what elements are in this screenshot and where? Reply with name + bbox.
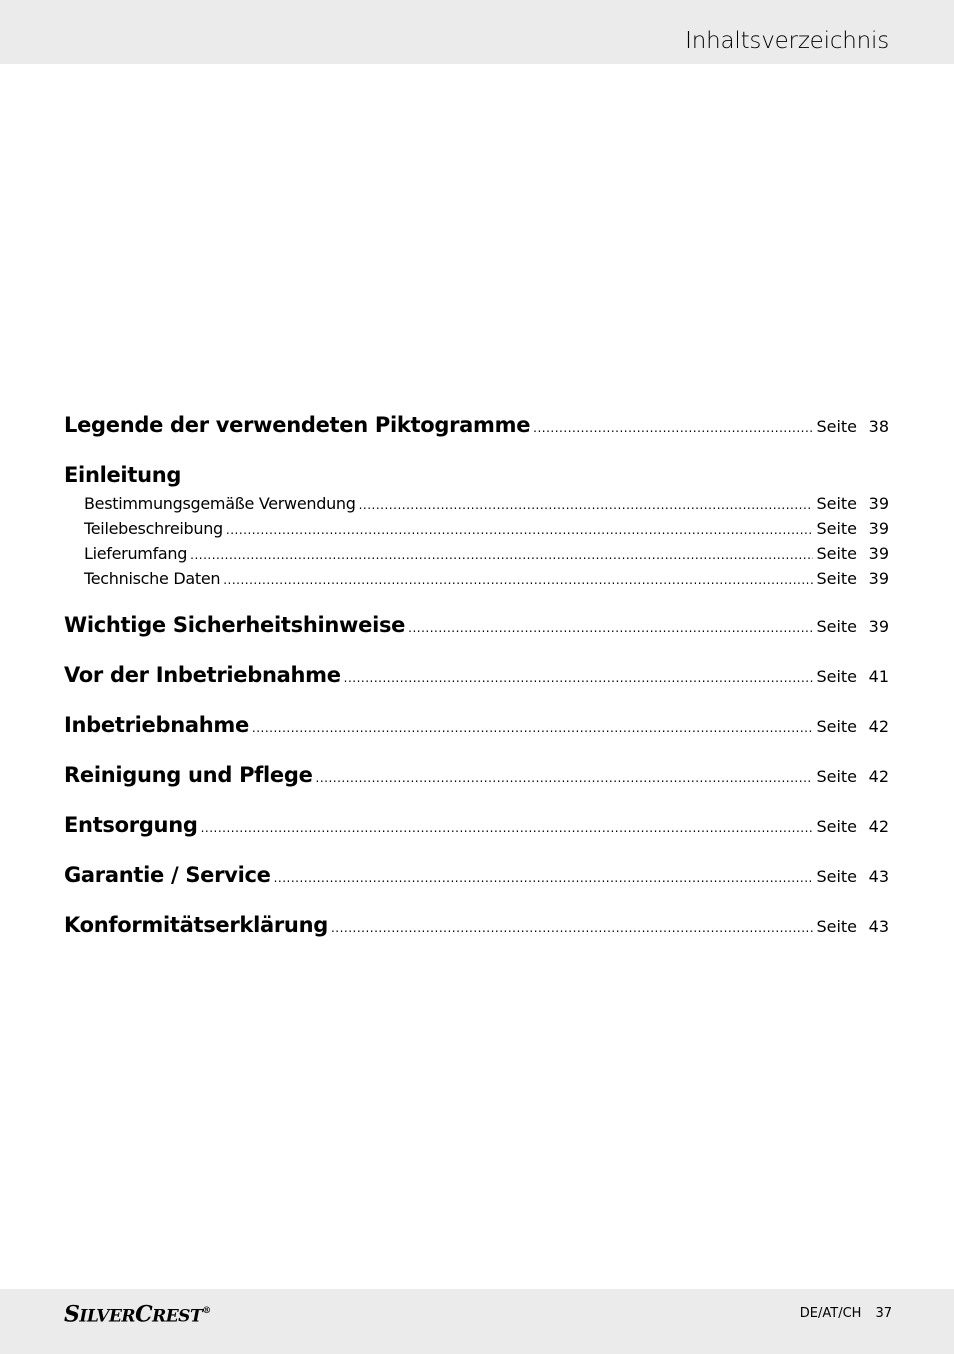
page-title: Inhaltsverzeichnis (685, 28, 889, 54)
brand-text: ILVER (79, 1306, 136, 1327)
toc-entry-label: Entsorgung (64, 813, 198, 837)
toc-seite-label: Seite (816, 867, 857, 886)
toc-entry-lieferumfang[interactable] (64, 544, 889, 563)
toc-entry-label: Bestimmungsgemäße Verwendung (84, 494, 356, 513)
brand-logo (64, 1296, 211, 1331)
toc-entry-inbetriebnahme[interactable] (64, 713, 889, 737)
toc-entry-label: Legende der verwendeten Piktogramme (64, 413, 531, 437)
toc-leader-dots (316, 771, 814, 785)
toc-leader-dots (274, 871, 814, 885)
toc-page-number: 39 (868, 494, 889, 513)
toc-entry-label: Teilebeschreibung (84, 519, 223, 538)
toc-leader-dots (331, 921, 813, 935)
toc-leader-dots (533, 421, 813, 435)
footer-locale: DE/AT/CH (799, 1306, 862, 1321)
toc-leader-dots (408, 621, 813, 635)
toc-page-number: 39 (868, 519, 889, 538)
toc-leader-dots (344, 671, 814, 685)
toc-leader-dots (359, 498, 814, 512)
footer-page-number: 37 (875, 1306, 892, 1321)
toc-seite-label: Seite (816, 417, 857, 436)
toc-seite-label: Seite (816, 569, 857, 588)
toc-seite-label: Seite (816, 494, 857, 513)
toc-entry-sicherheitshinweise[interactable] (64, 613, 889, 637)
toc-entry-label: Vor der Inbetriebnahme (64, 663, 341, 687)
toc-entry-bestimmung[interactable] (64, 494, 889, 513)
toc-leader-dots (190, 548, 813, 562)
toc-entry-konformitaet[interactable] (64, 913, 889, 937)
toc-page-number: 42 (868, 817, 889, 836)
toc-entry-label: Technische Daten (84, 569, 221, 588)
toc-page-number: 39 (868, 617, 889, 636)
toc-page-number: 42 (868, 717, 889, 736)
toc-page-number: 42 (868, 767, 889, 786)
toc-entry-garantie[interactable] (64, 863, 889, 887)
toc-page-number: 41 (868, 667, 889, 686)
toc-entry-label: Lieferumfang (84, 544, 188, 563)
toc-seite-label: Seite (816, 767, 857, 786)
toc-seite-label: Seite (816, 617, 857, 636)
toc-page-number: 39 (868, 544, 889, 563)
toc-page-number: 43 (868, 867, 889, 886)
toc-entry-entsorgung[interactable] (64, 813, 889, 837)
toc-seite-label: Seite (816, 667, 857, 686)
toc-seite-label: Seite (816, 519, 857, 538)
toc-entry-label: Wichtige Sicherheitshinweise (64, 613, 406, 637)
toc-leader-dots (252, 721, 814, 735)
toc-entry-label: Konformitätserklärung (64, 913, 328, 937)
brand-initial: S (64, 1301, 80, 1328)
toc-entry-vor-inbetriebnahme[interactable] (64, 663, 889, 687)
toc-entry-legende[interactable] (64, 413, 889, 437)
toc-page-number: 38 (868, 417, 889, 436)
toc-seite-label: Seite (816, 817, 857, 836)
toc-page-number: 39 (868, 569, 889, 588)
toc-section-einleitung[interactable]: Einleitung (64, 463, 182, 487)
registered-mark: ® (202, 1306, 211, 1316)
toc-entry-label: Garantie / Service (64, 863, 271, 887)
toc-page-number: 43 (868, 917, 889, 936)
toc-entry-label: Inbetriebnahme (64, 713, 249, 737)
toc-leader-dots (226, 523, 814, 537)
footer-meta (800, 1306, 892, 1321)
toc-entry-teilebeschreibung[interactable] (64, 519, 889, 538)
toc-entry-technische-daten[interactable] (64, 569, 889, 588)
brand-initial: C (135, 1301, 153, 1328)
toc-seite-label: Seite (816, 544, 857, 563)
toc-seite-label: Seite (816, 717, 857, 736)
toc-seite-label: Seite (816, 917, 857, 936)
toc-leader-dots (201, 821, 814, 835)
brand-text: REST (152, 1306, 203, 1327)
toc-entry-reinigung[interactable] (64, 763, 889, 787)
toc-leader-dots (223, 573, 813, 587)
toc-entry-label: Reinigung und Pflege (64, 763, 313, 787)
